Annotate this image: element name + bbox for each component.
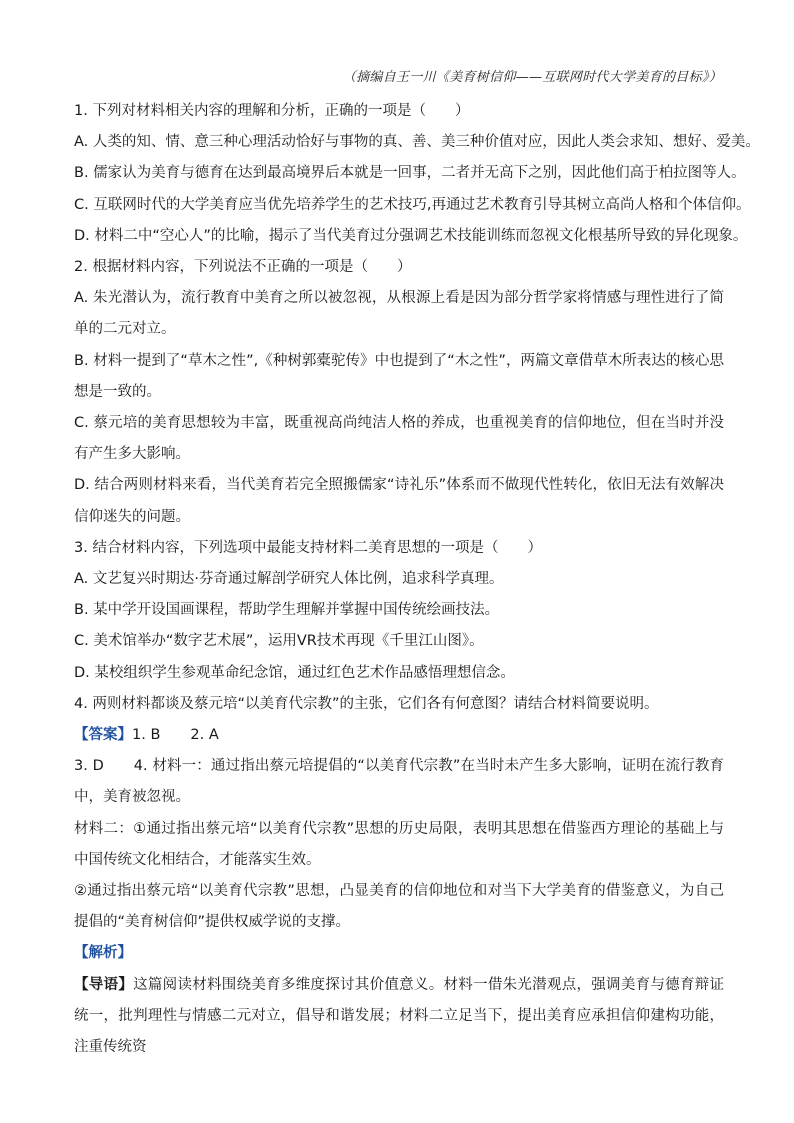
answer-material-2-point-2: ②通过指出蔡元培“以美育代宗教”思想，凸显美育的信仰地位和对当下大学美育的借鉴意义，为自己提倡的“美育树信仰”提供权威学说的支撑。 (74, 883, 724, 931)
q1-option-a: A. 人类的知、情、意三种心理活动恰好与事物的真、善、美三种价值对应，因此人类会求知、想好、爱美。 (74, 134, 760, 151)
question-3-stem: 3. 结合材料内容，下列选项中最能支持材料二美育思想的一项是（ ） (74, 539, 542, 556)
analysis-heading (74, 938, 724, 969)
q1-option-c: C. 互联网时代的大学美育应当优先培养学生的艺术技巧,再通过艺术教育引导其树立高尚人格和个体信仰。 (74, 196, 751, 213)
answer-tag: 【答案】 (74, 727, 132, 744)
q3-option-c: C. 美术馆举办“数字艺术展”，运用VR技术再现《千里江山图》。 (74, 633, 484, 650)
answer-1: 1. B (132, 727, 161, 744)
guide-text: 这篇阅读材料围绕美育多维度探讨其价值意义。材料一借朱光潜观点，强调美育与德育辩证统一，批判理性与情感二元对立，倡导和谐发展；材料二立足当下，提出美育应承担信仰建构功能，注重传统资 (74, 976, 725, 1056)
source-citation: （摘编自王一川《美育树信仰——互联网时代大学美育的目标》） (342, 70, 722, 85)
guide-tag: 【导语】 (74, 976, 134, 993)
answer-3-4 (74, 751, 724, 813)
q2-option-a: A. 朱光潜认为，流行教育中美育之所以被忽视，从根源上看是因为部分哲学家将情感与理性进行了简单的二元对立。 (74, 290, 724, 338)
guide-paragraph (74, 970, 724, 1064)
document-body (74, 96, 760, 1063)
q2-option-c: C. 蔡元培的美育思想较为丰富，既重视高尚纯洁人格的养成，也重视美育的信仰地位，但在当时并没有产生多大影响。 (74, 415, 724, 463)
q1-option-d: D. 材料二中“空心人”的比喻，揭示了当代美育过分强调艺术技能训练而忽视文化根基所导致的异化现象。 (74, 227, 748, 244)
answer-3: 3. D (74, 758, 104, 775)
answer-material-2: 材料二：①通过指出蔡元培“以美育代宗教”思想的历史局限，表明其思想在借鉴西方理论的基础上与中国传统文化相结合，才能落实生效。 (74, 820, 724, 868)
q3-option-d: D. 某校组织学生参观革命纪念馆，通过红色艺术作品感悟理想信念。 (74, 664, 515, 681)
answer-2: 2. A (190, 727, 219, 744)
q2-option-d: D. 结合两则材料来看，当代美育若完全照搬儒家“诗礼乐”体系而不做现代性转化，依旧无法有效解决信仰迷失的问题。 (74, 477, 724, 525)
question-2-stem: 2. 根据材料内容，下列说法不正确的一项是（ ） (74, 259, 412, 276)
answer-line (74, 720, 724, 751)
q1-option-b: B. 儒家认为美育与德育在达到最高境界后本就是一回事，二者并无高下之别，因此他们高于柏拉图等人。 (74, 165, 746, 182)
question-4-stem: 4. 两则材料都谈及蔡元培“以美育代宗教”的主张，它们各有何意图？请结合材料简要说明。 (74, 695, 659, 712)
answer-4: 4. 材料一：通过指出蔡元培提倡的“以美育代宗教”在当时未产生多大影响，证明在流行教育中，美育被忽视。 (74, 758, 725, 806)
q2-option-b: B. 材料一提到了“草木之性”,《种树郭橐驼传》中也提到了“木之性”，两篇文章借草木所表达的核心思想是一致的。 (74, 352, 724, 400)
q3-option-b: B. 某中学开设国画课程，帮助学生理解并掌握中国传统绘画技法。 (74, 602, 500, 619)
q3-option-a: A. 文艺复兴时期达·芬奇通过解剖学研究人体比例，追求科学真理。 (74, 571, 504, 588)
analysis-tag: 【解析】 (74, 945, 132, 962)
question-1-stem: 1. 下列对材料相关内容的理解和分析，正确的一项是（ ） (74, 103, 470, 119)
